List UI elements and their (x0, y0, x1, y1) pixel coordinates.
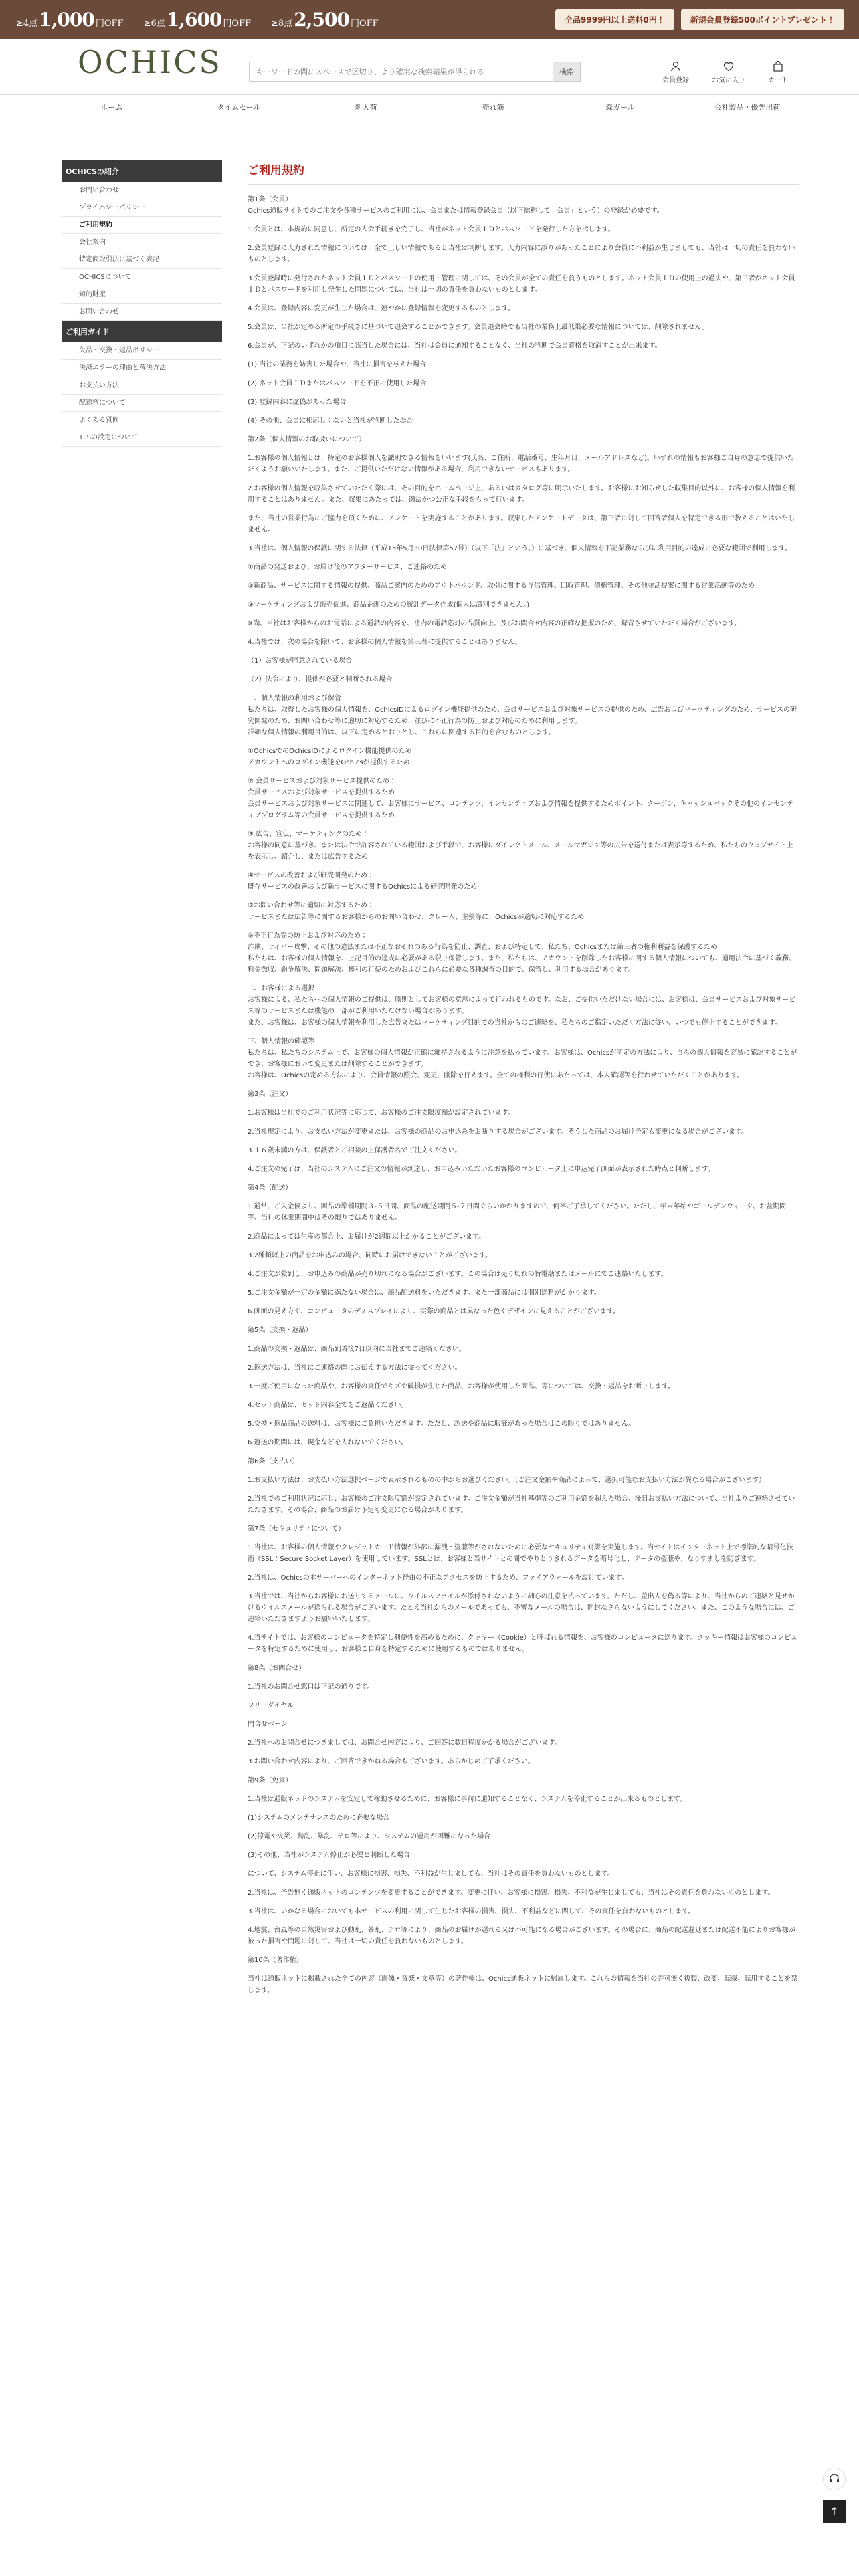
terms-paragraph: ③ 広告、宣伝、マーケティングのため： お客様の同意に基づき、または法令で許容されている範囲および手段で、お客様にダイレクトメール、メールマガジン等の広告を送付または表示等するため、私たちのウェブサイト上を表示し、紹介し、または広告するため (248, 831, 793, 861)
terms-paragraph: 2.当社規定により、お支払い方法が変更または、お客様の商品のお申込みをお断りする場合がございます。そうした商品のお届け予定も変更になる場合がございます。 (248, 1128, 748, 1136)
search-button[interactable]: 検索 (553, 62, 580, 81)
sidebar-item-contact[interactable]: お問い合わせ (62, 182, 222, 199)
terms-paragraph: 1.当社は、お客様の個人情報やクレジットカード情報が外部に漏洩・盗聴等がされないために必要なセキュリティ対策を実施します。当サイトはインターネット上で標準的な暗号化技術（SSL：Secure Socket Layer）を使用しています。SSLとは、お客様と当サイトとの間でやりとりされるデータを暗号化し、データの盗聴や、なりすましを防ぎます。 (248, 1544, 793, 1563)
heart-icon (723, 60, 735, 72)
member-register-link[interactable] (662, 60, 689, 84)
terms-paragraph: 2.当社へのお問合せにつきましては、お問合せ内容により、ご回答に数日程度かかる場合がございます。 (248, 1739, 561, 1747)
terms-paragraph: 第9条（免責） (248, 1777, 292, 1784)
terms-paragraph: 問合せページ (248, 1721, 288, 1728)
terms-paragraph: 4.会員は、登録内容に変更が生じた場合は、速やかに登録情報を変更するものとします。 (248, 305, 514, 312)
terms-paragraph: 第1条（会員） Ochics通販サイトでのご注文や各種サービスのご利用には、会員または情報登録会員（以下総称して「会員」という）の登録が必要です。 (248, 196, 664, 215)
promo-deal-amount: 1,000 (39, 8, 94, 31)
terms-paragraph: 4.セット商品は、セット内容全てをご返品ください。 (248, 1402, 408, 1409)
terms-content (248, 160, 799, 2575)
person-icon (670, 60, 682, 72)
terms-paragraph: (2)停電や火災、動乱、暴乱、テロ等により、システムの運用が困難になった場合 (248, 1833, 491, 1840)
terms-paragraph: 第2条（個人情報のお取扱いについて） (248, 436, 366, 443)
nav-item-timesale[interactable]: タイムセール (217, 103, 261, 112)
terms-paragraph: 1.お支払い方法は、お支払い方法選択ページで表示されるものの中からお選びください。（ご注文金額や商品によって、選択可能なお支払い方法が異なる場合がございます） (248, 1477, 766, 1484)
terms-body (248, 194, 799, 1996)
terms-paragraph: 第4条（配送） (248, 1184, 292, 1192)
sidebar (62, 160, 222, 447)
sidebar-item-tls-settings[interactable]: TLSの設定について (62, 429, 222, 447)
arrow-up-icon: ↑ (830, 2504, 839, 2518)
terms-paragraph: 4.ご注文の完了は、当社のシステムにご注文の情報が到達し、お申込みいただいたお客様のコンピュータ上に申込完了画面が表示された時点と判断します。 (248, 1166, 714, 1173)
terms-paragraph: (3) 登録内容に虚偽があった場合 (248, 399, 347, 406)
promo-deal-amount: 2,500 (294, 8, 349, 31)
terms-paragraph: 当社は通販ネットに掲載された全ての内容（画像・音楽・文章等）の著作権は、Ochics通販ネットに帰属します。これらの情報を当社の許可無く複製、改変、転載、転用することを禁じます。 (248, 1975, 798, 1994)
terms-paragraph: 6.画面の見え方や、コンピュータのディスプレイにより、実際の商品とは異なった色やデザインに見えることがございます。 (248, 1308, 620, 1315)
terms-paragraph: また、当社の営業行為にご協力を頂くために、アンケートを実施することがあります。収集したアンケートデータは、第三者に対して回答者個人を特定できる形で教えることはいたしません。 (248, 515, 795, 534)
terms-paragraph: 2.お客様の個人情報を収集させていただく際には、その目的をホームページ上、あるいはカタログ等に明示いたします。お客様にお知らせした収集目的以外に、お客様の個人情報を利用することはありません。また、収集にあたっては、適法かつ公正な手段をもって行います。 (248, 485, 795, 504)
back-to-top-button[interactable] (823, 2500, 846, 2523)
sidebar-item-about-ochics[interactable]: OCHICSについて (62, 269, 222, 286)
terms-paragraph: 第7条（セキュリティについて） (248, 1525, 345, 1533)
terms-paragraph: フリーダイヤル (248, 1702, 294, 1709)
terms-paragraph: (2) ネット会員ＩＤまたはパスワードを不正に使用した場合 (248, 380, 427, 387)
site-logo[interactable]: OCHICS (78, 44, 222, 80)
terms-paragraph: ③マーケティングおよび販売促進、商品企画のための統計データ作成(個人は識別できません。) (248, 601, 530, 609)
terms-paragraph: 5.会員は、当社が定める所定の手続きに基づいて退会することができます。会員退会時でも当社の業務上最低限必要な情報については、削除されません。 (248, 324, 709, 331)
signup-points-badge: 新規会員登録500ポイントプレゼント！ (681, 9, 844, 30)
terms-paragraph: ⑤お問い合わせ等に適切に対応するため： サービスまたは広告等に関するお客様からのお問い合わせ、クレーム、主張等に、Ochicsが適切に対応するため (248, 902, 585, 921)
terms-paragraph: 二、お客様による選択 お客様による、私たちへの個人情報のご提供は、原則としてお客様の意思によって行われるものです。なお、ご提供いただけない場合には、お客様は、会員サービスおよび対象サービス等のサービスまたは機能の一部がご利用いただけない場合があります。 また、お客様は、お客様の個人情報を利用した広告またはマーケティング目的での当社からのご連絡を、私たちのご指定いただく方法に従い、いつでも停止することができます。 (248, 985, 796, 1027)
terms-paragraph: 1.通常、ご入金後より、商品の準備期間３-５日間、商品の配送期間５-７日間ぐらいかかりますので、何卒ご了承してください。ただし、年末年始やゴールデンウィーク、お盆期間等、当社の休業期間中はその限りではありません。 (248, 1203, 787, 1222)
terms-paragraph: 1.お客様の個人情報とは、特定のお客様個人を識別できる情報をいいます(氏名、ご住所、電話番号、生年月日、メールアドレスなど)。いずれの情報もお客様ご自身の意志で提供いただくようお願いいたします。また、ご提供いただけない情報がある場合、利用できないサービスもあります。 (248, 455, 794, 473)
terms-paragraph: (1) 当社の業務を妨害した場合や、当社に損害を与えた場合 (248, 361, 427, 368)
member-register-label: 会員登録 (662, 77, 689, 84)
terms-paragraph: 1.商品の交換・返品は、商品到着後7日以内に当社までご連絡ください。 (248, 1346, 466, 1353)
favorites-label: お気に入り (712, 77, 745, 84)
terms-paragraph: ④サービスの改善および研究開発のため： 既存サービスの改善および新サービスに関するOchicsによる研究開発のため (248, 872, 478, 891)
terms-paragraph: 3.一度ご使用になった商品や、お客様の責任でキズや破損が生じた商品、お客様が使用した商品、等については、交換・返品をお断りします。 (248, 1383, 675, 1390)
sidebar-section-about-title: OCHICSの紹介 (62, 160, 222, 182)
search-bar (249, 62, 581, 82)
sidebar-item-payment-errors[interactable]: 決済エラーの理由と解決方法 (62, 360, 222, 377)
nav-item-company-products[interactable]: 会社製品・優先出荷 (714, 103, 781, 112)
terms-paragraph: ①商品の発送および、お届け後のアフターサービス、ご連絡のため (248, 564, 448, 571)
terms-paragraph: ①OchicsでのOchicsIDによるログイン機能提供のため： アカウントへのログイン機能をOchicsが提供するため (248, 748, 419, 766)
sidebar-item-terms[interactable]: ご利用規約 (62, 217, 222, 234)
terms-paragraph: 4.ご注文が殺到し、お申込みの商品が売り切れになる場合がございます。この場合は売り切れの旨電話またはメールにてご連絡いたします。 (248, 1271, 668, 1278)
sidebar-section-guide-title: ご利用ガイド (62, 321, 222, 342)
terms-paragraph: 第10条（著作権） (248, 1957, 303, 1964)
sidebar-item-intellectual-property[interactable]: 知的財産 (62, 286, 222, 304)
chat-support-button[interactable] (823, 2468, 846, 2490)
free-shipping-badge: 全品9999円以上送料0円！ (555, 9, 674, 30)
terms-paragraph: 4.地震、台風等の自然災害および動乱、暴乱、テロ等により、商品のお届けが遅れる又は不可能になる場合がございます。その場合に、商品の配送遅延または配送不能によりお客様が被った損害や問題に対して、当社は一切の責任を負わないものとします。 (248, 1927, 795, 1945)
terms-paragraph: 3.2種類以上の商品をお申込みの場合、同時にお届けできないことがございます。 (248, 1252, 492, 1259)
headset-icon (828, 2473, 840, 2485)
terms-paragraph: について、システム停止に伴い、お客様に損害、損失、不利益が生じましても、当社はその責任を負わないものとします。 (248, 1870, 614, 1878)
site-header (0, 39, 859, 95)
promo-deal-prefix: ≥4点 (16, 18, 38, 29)
promo-banner[interactable] (0, 0, 859, 39)
promo-deal-amount: 1,600 (166, 8, 222, 31)
terms-paragraph: 4.当サイトでは、お客様のコンピュータを特定し利便性を高めるために、クッキー（Cookie）と呼ばれる情報を、お客様のコンピュータに送ります。クッキー情報はお客様のコンピュータを特定するために使用し、お客様ご自身を特定するために使用するものではありません。 (248, 1634, 797, 1653)
nav-item-bestsellers[interactable]: 売れ筋 (482, 103, 504, 112)
promo-deal-unit: 円OFF (95, 18, 124, 29)
promo-deal-prefix: ≥6点 (143, 18, 165, 29)
promo-deal-2 (142, 9, 253, 31)
sidebar-item-inquiry[interactable]: お問い合わせ (62, 304, 222, 321)
terms-paragraph: (1)システムのメンテナンスのために必要な場合 (248, 1814, 390, 1822)
sidebar-item-return-policy[interactable]: 欠品・交換・返品ポリシー (62, 342, 222, 360)
terms-paragraph: 2.会員登録に入力された情報については、全て正しい情報であると当社は判断します。入力内容に誤りがあったことにより会員に不利益が生じましても、当社は一切の責任を負わないものとします。 (248, 245, 795, 263)
cart-label: カート (768, 77, 788, 84)
sidebar-item-shipping-fees[interactable]: 配送料について (62, 395, 222, 412)
sidebar-item-faq[interactable]: よくある質問 (62, 412, 222, 429)
terms-paragraph: 3.当社では、当社からお客様にお送りするメールに、ウイルスファイルが添付されないように細心の注意を払っています。ただし、差出人を偽る等により、当社からのご連絡と見せかけるウイルスメールが送られる場合がございます。たとえ当社からのメールであっても、不審なメールの場合は、開封なさらないようにしてください。また、このような場合には、ご連絡いただきますようお願いいたします。 (248, 1593, 795, 1623)
promo-deal-unit: 円OFF (350, 18, 379, 29)
nav-item-mori-girl[interactable]: 森ガール (605, 103, 635, 112)
nav-item-new-arrivals[interactable]: 新入荷 (355, 103, 377, 112)
terms-paragraph: 2.当社は、Ochicsの本サーバーへのインターネット経由の不正なアクセスを防止するため、ファイアウォールを設けています。 (248, 1574, 628, 1582)
terms-paragraph: 3.お問い合わせ内容により、ご回答できかねる場合もございます。あらかじめご了承ください。 (248, 1758, 535, 1765)
terms-paragraph: 2.商品によっては生産の都合上、お届けが2週間以上かかることがございます。 (248, 1233, 486, 1241)
sidebar-item-privacy-policy[interactable]: プライバシーポリシー (62, 199, 222, 217)
terms-paragraph: 5.ご注文金額が一定の金額に満たない場合は、商品配送料をいただきます。また一部商品には個別送料がかかります。 (248, 1289, 601, 1297)
terms-paragraph: 4.当社では、次の場合を除いて、お客様の個人情報を第三者に提供することはありません。 (248, 639, 522, 646)
terms-paragraph: 第8条（お問合せ） (248, 1665, 306, 1672)
terms-paragraph: 3.当社は、いかなる場合においても本サービスの利用に関して生じたお客様の損害、損失、不利益などに関して、その責任を負わないものとします。 (248, 1908, 695, 1915)
bag-icon (772, 60, 784, 72)
sidebar-item-payment-methods[interactable]: お支払い方法 (62, 377, 222, 395)
terms-paragraph: ② 会員サービスおよび対象サービス提供のため： 会員サービスおよび対象サービスを提供するため 会員サービスおよび対象サービスに関連して、お客様にサービス、コンテンツ、インセンティブおよび情報を提供するためポイント、クーポン、キャッシュバックその他のインセンティブプログラム等の会員サービスを提供するため (248, 778, 794, 819)
sidebar-item-commerce-law[interactable]: 特定商取引法に基づく表記 (62, 251, 222, 269)
page-title: ご利用規約 (248, 160, 799, 185)
terms-paragraph: 第3条（注文） (248, 1091, 292, 1098)
terms-paragraph: 3.会員登録時に発行されたネット会員ＩＤとパスワードの使用・管理に関しては、その会員が全ての責任を負うものとします。ネット会員ＩＤの使用上の過失や、第三者がネット会員ＩＤとパスワードを利用し発生した問題については、当社は一切の責任を負わないものとします。 (248, 275, 795, 294)
promo-deal-1 (15, 9, 125, 31)
terms-paragraph: 1.お客様は当社でのご利用状況等に応じて、お客様のご注文限度額が設定されています。 (248, 1109, 514, 1117)
terms-paragraph: 第6条（支払い） (248, 1458, 299, 1465)
terms-paragraph: 5.交換・返品商品の送料は、お客様にご負担いただきます。ただし、誤送や商品に瑕疵があった場合はこの限りではありません。 (248, 1420, 636, 1428)
terms-paragraph: 3.１６歳未満の方は、保護者とご相談の上保護者名でご注文ください。 (248, 1147, 462, 1154)
promo-deal-3 (270, 9, 380, 31)
terms-paragraph: 1.当社は通販ネットのシステムを安定して稼動させるために、お客様に事前に通知することなく、システムを停止することが出来るものとします。 (248, 1796, 687, 1803)
promo-deal-prefix: ≥8点 (271, 18, 293, 29)
search-input[interactable] (250, 62, 553, 81)
nav-item-home[interactable]: ホーム (100, 103, 123, 112)
sidebar-item-company-info[interactable]: 会社案内 (62, 234, 222, 251)
terms-paragraph: ⑥不正行為等の防止および対応のため： 詐欺、サイバー攻撃、その他の違法または不正なおそれのある行為を防止、調査、および特定して、私たち、Ochicsまたは第三者の権利利益を保護するため 私たちは、お客様の個人情報を、上記目的の達成に必要がある限り保管します。また、私たちは、アカウントを削除したお客様に関する個人情報についても、適用法令に基づく義務、料金徴収、紛争解決、問題解決、権利の行使のためおよびこれらに必要な各種調査の目的で、保管し、利用する場合があります。 (248, 932, 795, 974)
terms-paragraph: 三、個人情報の確認等 私たちは、私たちのシステム上で、お客様の個人情報が正確に維持されるように注意を払っています。お客様は、Ochicsが所定の方法により、自らの個人情報を容易に確認することができ、お客様において変更または削除することができます。 お客様は、Ochicsの定める方法により、会員情報の照会、変更、削除を行えます。全ての権利の行使にあたっては、本人確認等を行わせていただくことがあります。 (248, 1038, 797, 1079)
terms-paragraph: 6.会員が、下記のいずれかの項目に該当した場合には、当社は会員に通知することなく、当社の判断で会員資格を取消すことが出来ます。 (248, 342, 662, 350)
terms-paragraph: 2.返送方法は、当社にご連絡の際にお伝えする方法に従ってください。 (248, 1364, 462, 1372)
terms-paragraph: （2）法令により、提供が必要と判断される場合 (248, 676, 393, 683)
terms-paragraph: ②新商品、サービスに関する情報の提供、商品ご案内のためのアウトバウンド、取引に関する与信管理、回収管理、債権管理、その他並活提案に関する営業活動等のため (248, 582, 755, 590)
main-nav (0, 95, 859, 120)
terms-paragraph: ※尚、当社はお客様からのお電話による通話の内容を、社内の電話応対の品質向上、及びお問合せ内容の正確な把握のため、録音させていただく場合がございます。 (248, 620, 741, 627)
terms-paragraph: 第5条（交換・返品） (248, 1327, 312, 1334)
terms-paragraph: 1.会員とは、本規約に同意し、所定の入会手続きを完了し、当社がネット会員ＩＤとパスワードを発行した方を指します。 (248, 226, 615, 233)
terms-paragraph: 2.当社でのご利用状況に応じ、お客様のご注文限度額が設定されています。ご注文金額が当社基準等のご利用金額を超えた場合、後日お支払い方法について、当社よりご連絡させていただきます。その場合、商品のお届け予定も変更になる場合があります。 (248, 1495, 795, 1514)
terms-paragraph: 3.当社は、個人情報の保護に関する法律（平成15年5月30日法律第57号）（以下「法」という。）に基づき、個人情報を下記業務ならびに利用目的の達成に必要な範囲で利用します。 (248, 545, 791, 552)
terms-paragraph: (3)その他、当社がシステム停止が必要と判断した場合 (248, 1852, 411, 1859)
terms-paragraph: 一、個人情報の利用および保管 私たちは、取得したお客様の個人情報を、OchicsIDによるログイン機能提供のため、会員サービスおよび対象サービスの提供のため、広告およびマーケティングのため、サービスの研究開発のため、お問い合わせ等に適切に対応するため、並びに不正行為の防止および対応のために利用します。 詳細な個人情報の利用目的は、以下に定めるとおりとし、これらに関連する目的を含むものとします。 (248, 695, 797, 736)
terms-paragraph: (4) その他、会員に相応しくないと当社が判断した場合 (248, 417, 413, 425)
promo-deal-unit: 円OFF (223, 18, 252, 29)
terms-paragraph: 1.当社のお問合せ窓口は下記の通りです。 (248, 1683, 374, 1691)
terms-paragraph: 6.返送の期間には、現金などを入れないでください。 (248, 1439, 408, 1446)
terms-paragraph: （1）お客様が同意されている場合 (248, 657, 353, 665)
terms-paragraph: 2.当社は、予告無く通販ネットのコンテンツを変更することができます。変更に伴い、お客様に損害、損失、不利益が生じましても、当社はその責任を負わないものとします。 (248, 1889, 775, 1897)
cart-link[interactable] (768, 60, 788, 84)
favorites-link[interactable] (712, 60, 745, 84)
